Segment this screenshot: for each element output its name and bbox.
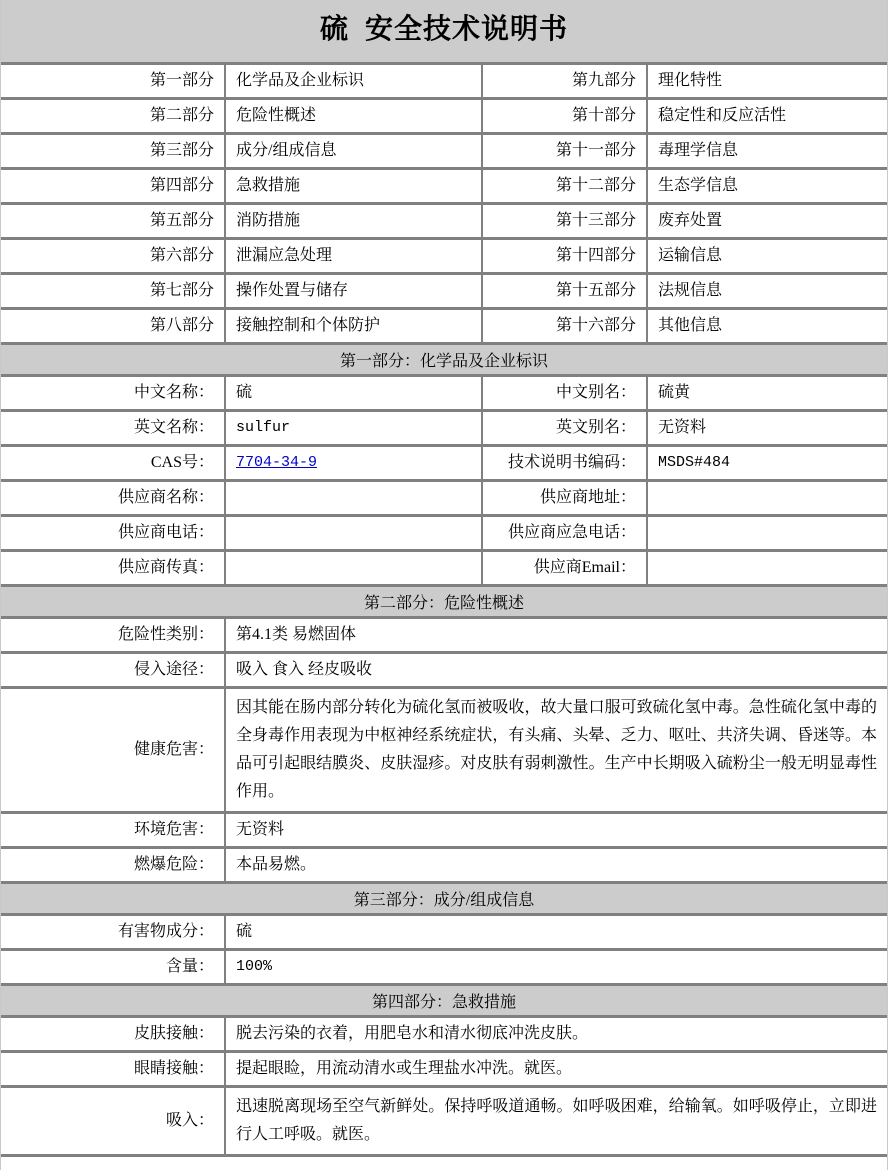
toc-part-label: 第十二部分 [481,170,646,202]
toc-part-label: 第十一部分 [481,135,646,167]
toc-part-title: 泄漏应急处理 [224,240,481,272]
field-label: 环境危害： [133,821,214,838]
field-label: 供应商传真： [117,559,214,576]
field-value: 吸入 食入 经皮吸收 [224,654,888,686]
toc-part-label: 第十六部分 [481,310,646,342]
field-row [1,849,887,884]
toc-part-title: 急救措施 [224,170,481,202]
toc-part-label: 第四部分 [149,177,214,194]
field-label: 供应商电话： [117,524,214,541]
field-label: 健康危害： [133,741,214,758]
cas-number-link[interactable]: 7704-34-9 [236,454,318,471]
field-row [1,1018,887,1053]
toc-part-title: 化学品及企业标识 [224,65,481,97]
toc-part-title: 危险性概述 [224,100,481,132]
field-value [224,482,481,514]
field-label: 眼睛接触： [133,1060,214,1077]
toc-row [1,310,887,345]
toc-part-label: 第十五部分 [481,275,646,307]
field-value: 提起眼睑，用流动清水或生理盐水冲洗。就医。 [224,1053,888,1085]
field-row [1,654,887,689]
field-value: sulfur [224,412,481,444]
field-value: MSDS#484 [646,447,888,479]
toc-part-label: 第九部分 [481,65,646,97]
toc-row [1,170,887,205]
toc-part-label: 第七部分 [149,282,214,299]
toc-part-title: 成分/组成信息 [224,135,481,167]
field-value: 硫黄 [646,377,888,409]
msds-table [1,62,887,1157]
field-value: 第4.1类 易燃固体 [224,619,888,651]
field-row [1,619,887,654]
field-label: 吸入： [165,1112,214,1129]
field-label: 供应商地址： [481,482,646,514]
field-value [224,517,481,549]
field-value: 迅速脱离现场至空气新鲜处。保持呼吸道通畅。如呼吸困难，给输氧。如呼吸停止，立即进行人工呼吸。就医。 [224,1088,888,1154]
toc-row [1,240,887,275]
toc-part-label: 第八部分 [149,317,214,334]
toc-part-title: 消防措施 [224,205,481,237]
field-label: 英文名称： [133,419,214,436]
field-row [1,951,887,986]
field-value: 无资料 [224,814,888,846]
field-label: 英文别名： [481,412,646,444]
toc-row [1,205,887,240]
field-label: 侵入途径： [133,661,214,678]
field-value: 脱去污染的衣着，用肥皂水和清水彻底冲洗皮肤。 [224,1018,888,1050]
field-label: 含量： [165,958,214,975]
toc-part-title: 法规信息 [646,275,888,307]
field-label: 危险性类别： [117,626,214,643]
field-value: 硫 [224,916,888,948]
toc-part-label: 第二部分 [149,107,214,124]
field-value [224,447,481,479]
field-row [1,412,887,447]
toc-part-title: 其他信息 [646,310,888,342]
toc-part-title: 毒理学信息 [646,135,888,167]
field-label: 供应商Email： [481,552,646,584]
document-title-band [1,0,887,62]
toc-part-title: 废弃处置 [646,205,888,237]
field-value [646,482,888,514]
field-row [1,377,887,412]
toc-part-title: 稳定性和反应活性 [646,100,888,132]
field-row [1,517,887,552]
field-value [646,552,888,584]
toc-part-label: 第十三部分 [481,205,646,237]
toc-part-label: 第十部分 [481,100,646,132]
field-value [224,552,481,584]
section-header-3: 第三部分：成分/组成信息 [1,884,887,916]
field-row [1,814,887,849]
field-label: 技术说明书编码： [481,447,646,479]
toc-part-title: 运输信息 [646,240,888,272]
section-header-1: 第一部分：化学品及企业标识 [1,345,887,377]
toc-part-title: 理化特性 [646,65,888,97]
field-value: 因其能在肠内部分转化为硫化氢而被吸收，故大量口服可致硫化氢中毒。急性硫化氢中毒的全身毒作用表现为中枢神经系统症状，有头痛、头晕、乏力、呕吐、共济失调、昏迷等。本品可引起眼结膜炎、皮肤湿疹。对皮肤有弱刺激性。生产中长期吸入硫粉尘一般无明显毒性作用。 [224,689,888,811]
field-label: 供应商应急电话： [481,517,646,549]
toc-part-label: 第六部分 [149,247,214,264]
field-row [1,1088,887,1157]
toc-part-title: 操作处置与储存 [224,275,481,307]
field-label: 皮肤接触： [133,1025,214,1042]
field-value [646,517,888,549]
field-label: 燃爆危险： [133,856,214,873]
section-header-2: 第二部分：危险性概述 [1,587,887,619]
field-row [1,447,887,482]
field-label: 中文名称： [133,384,214,401]
toc-part-title: 生态学信息 [646,170,888,202]
field-value: 无资料 [646,412,888,444]
toc-row [1,275,887,310]
toc-row [1,65,887,100]
field-row [1,482,887,517]
toc-part-label: 第三部分 [149,142,214,159]
field-row [1,916,887,951]
field-value: 本品易燃。 [224,849,888,881]
toc-row [1,135,887,170]
toc-part-label: 第一部分 [149,72,214,89]
field-label: CAS号： [150,454,214,471]
toc-part-label: 第五部分 [149,212,214,229]
toc-row [1,100,887,135]
field-label: 供应商名称： [117,489,214,506]
field-row [1,689,887,814]
field-value: 硫 [224,377,481,409]
section-header-4: 第四部分：急救措施 [1,986,887,1018]
toc-part-label: 第十四部分 [481,240,646,272]
field-row [1,1053,887,1088]
field-row [1,552,887,587]
toc-part-title: 接触控制和个体防护 [224,310,481,342]
page-title: 硫 安全技术说明书 [319,14,568,45]
field-label: 中文别名： [481,377,646,409]
field-value: 100% [224,951,888,983]
field-label: 有害物成分： [117,923,214,940]
